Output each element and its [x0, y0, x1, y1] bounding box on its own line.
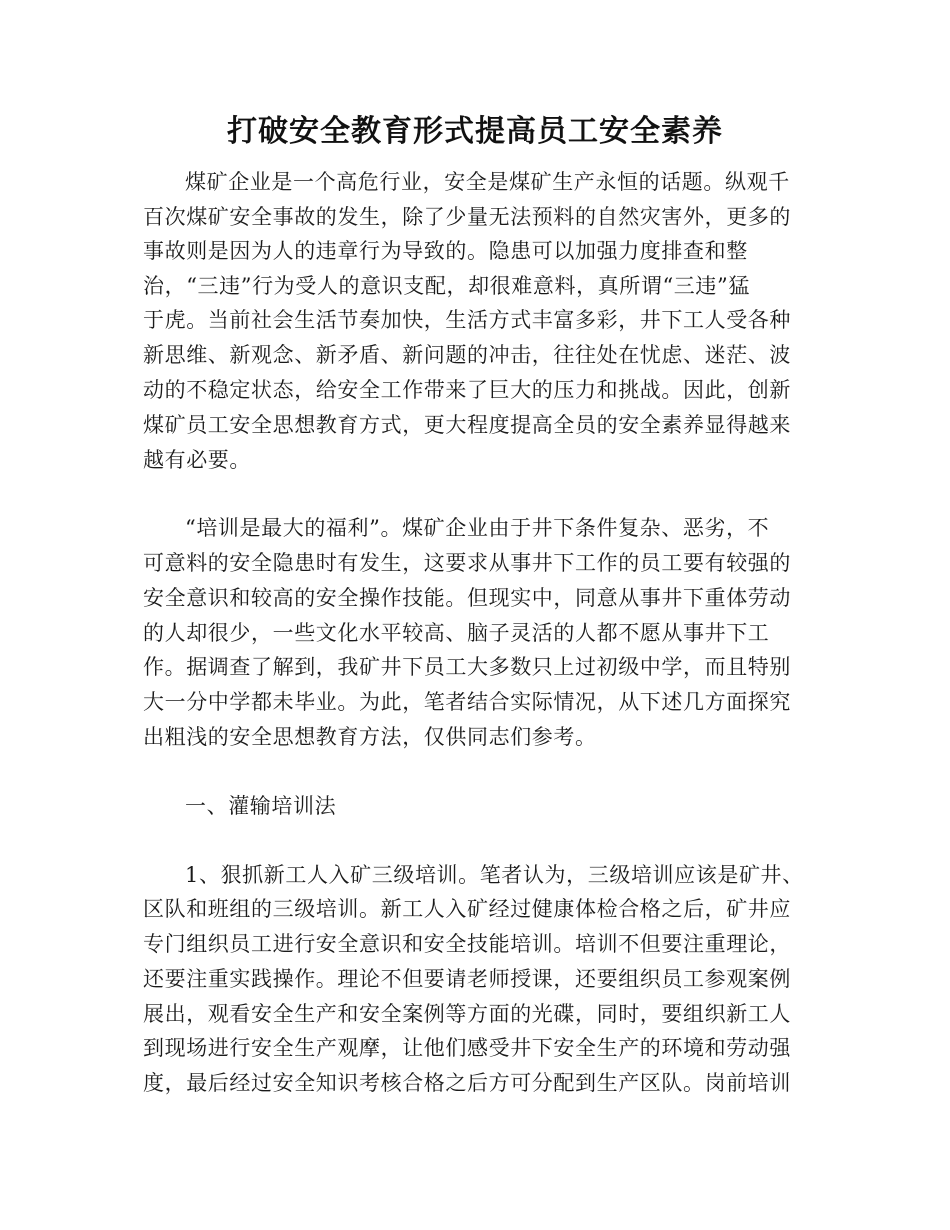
section-heading: 一、灌输培训法: [185, 794, 337, 818]
paragraph-1-line-1: 煤矿企业是一个高危行业，安全是煤矿生产永恒的话题。纵观千: [185, 170, 790, 194]
paragraph-2-line-4: 的人却很少，一些文化水平较高、脑子灵活的人都不愿从事井下工: [143, 621, 770, 645]
paragraph-2-line-1: “培训是最大的福利”。煤矿企业由于井下条件复杂、恶劣，不: [185, 516, 770, 540]
paragraph-3-line-4: 还要注重实践操作。理论不但要请老师授课，还要组织员工参观案例: [143, 967, 791, 991]
paragraph-1-line-2: 百次煤矿安全事故的发生，除了少量无法预料的自然灾害外，更多的: [143, 205, 791, 229]
paragraph-3-line-3: 专门组织员工进行安全意识和安全技能培训。培训不但要注重理论，: [143, 932, 791, 956]
paragraph-2-line-5: 作。据调查了解到，我矿井下员工大多数只上过初级中学，而且特别: [143, 655, 791, 679]
paragraph-3-line-1: 1、狠抓新工人入矿三级培训。笔者认为，三级培训应该是矿井、: [185, 863, 804, 887]
paragraph-3-line-7: 度，最后经过安全知识考核合格之后方可分配到生产区队。岗前培训: [143, 1071, 791, 1095]
paragraph-2-line-7: 出粗浅的安全思想教育方法，仅供同志们参考。: [143, 725, 597, 749]
paragraph-1-line-4: 治，“三违”行为受人的意识支配，却很难意料，真所谓“三违”猛: [143, 274, 750, 298]
paragraph-1-line-3: 事故则是因为人的违章行为导致的。隐患可以加强力度排查和整: [143, 239, 748, 263]
paragraph-3-line-6: 到现场进行安全生产观摩，让他们感受井下安全生产的环境和劳动强: [143, 1036, 791, 1060]
paragraph-1-line-6: 新思维、新观念、新矛盾、新问题的冲击，往往处在忧虑、迷茫、波: [143, 343, 791, 367]
document-title: 打破安全教育形式提高员工安全素养: [227, 114, 723, 149]
paragraph-3-line-2: 区队和班组的三级培训。新工人入矿经过健康体检合格之后，矿井应: [143, 897, 791, 921]
paragraph-1-line-5: 于虎。当前社会生活节奏加快，生活方式丰富多彩，井下工人受各种: [143, 308, 791, 332]
paragraph-1-line-7: 动的不稳定状态，给安全工作带来了巨大的压力和挑战。因此，创新: [143, 378, 791, 402]
paragraph-3-line-5: 展出，观看安全生产和安全案例等方面的光碟，同时，要组织新工人: [143, 1002, 791, 1026]
paragraph-2-line-3: 安全意识和较高的安全操作技能。但现实中，同意从事井下重体劳动: [143, 586, 791, 610]
paragraph-2-line-6: 大一分中学都未毕业。为此，笔者结合实际情况，从下述几方面探究: [143, 690, 791, 714]
paragraph-2-line-2: 可意料的安全隐患时有发生，这要求从事井下工作的员工要有较强的: [143, 551, 791, 575]
paragraph-1-line-9: 越有必要。: [143, 448, 251, 472]
paragraph-1-line-8: 煤矿员工安全思想教育方式，更大程度提高全员的安全素养显得越来: [143, 413, 791, 437]
